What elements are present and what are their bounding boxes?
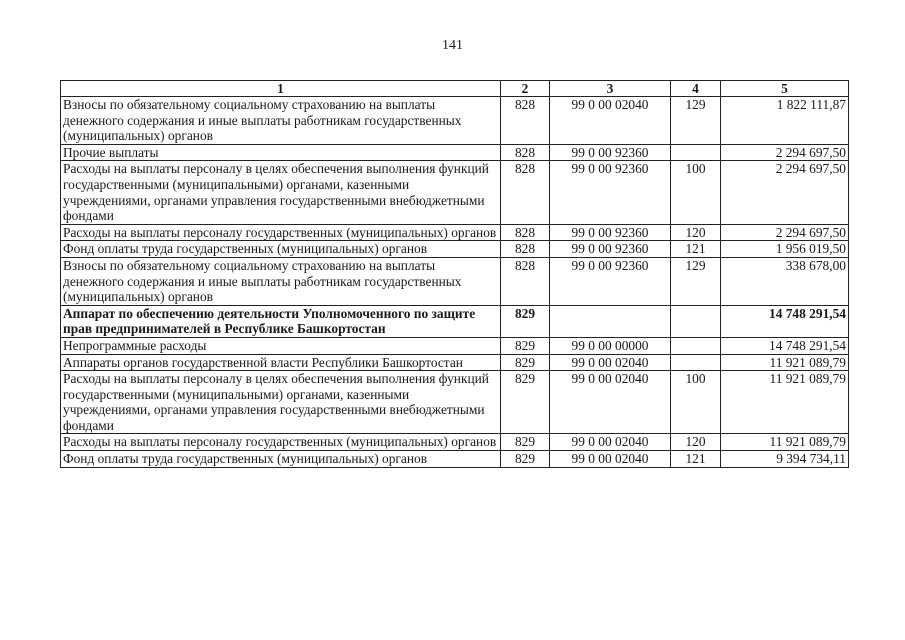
row-name-cell: Фонд оплаты труда государственных (муниципальных) органов [61,241,501,258]
row-code-cell: 829 [501,371,550,434]
row-code-cell: 828 [501,144,550,161]
row-code-cell: 828 [501,224,550,241]
header-cell-name: 1 [61,81,501,97]
row-category-cell: 99 0 00 02040 [550,354,671,371]
row-category-cell: 99 0 00 92360 [550,224,671,241]
row-amount-cell: 2 294 697,50 [721,144,849,161]
table-row [61,224,849,241]
row-amount-cell: 14 748 291,54 [721,337,849,354]
row-category-cell [550,305,671,337]
row-amount-cell: 338 678,00 [721,257,849,305]
header-row [61,81,849,97]
row-vr-cell [671,305,721,337]
row-amount-cell: 9 394 734,11 [721,451,849,468]
row-vr-cell: 121 [671,241,721,258]
row-category-cell: 99 0 00 02040 [550,97,671,145]
row-amount-cell: 11 921 089,79 [721,434,849,451]
row-code-cell: 828 [501,97,550,145]
row-name-cell: Аппараты органов государственной власти Республики Башкортостан [61,354,501,371]
row-amount-cell: 1 822 111,87 [721,97,849,145]
row-vr-cell: 129 [671,257,721,305]
row-vr-cell: 120 [671,434,721,451]
row-code-cell: 829 [501,337,550,354]
row-name-cell: Аппарат по обеспечению деятельности Уполномоченного по защите прав предпринимателей в Республике Башкортостан [61,305,501,337]
table-row [61,337,849,354]
table-row [61,451,849,468]
row-amount-cell: 1 956 019,50 [721,241,849,258]
table-row [61,354,849,371]
row-category-cell: 99 0 00 02040 [550,371,671,434]
row-code-cell: 828 [501,241,550,258]
row-vr-cell: 100 [671,161,721,224]
row-amount-cell: 11 921 089,79 [721,354,849,371]
row-name-cell: Расходы на выплаты персоналу государственных (муниципальных) органов [61,434,501,451]
row-vr-cell: 121 [671,451,721,468]
row-category-cell: 99 0 00 92360 [550,144,671,161]
table-row [61,257,849,305]
row-vr-cell [671,354,721,371]
page-number: 141 [442,38,463,53]
row-name-cell: Расходы на выплаты персоналу в целях обеспечения выполнения функций государственными (муниципальными) органами, казенными учреждениями, органами управления государственными внебюджетными фондами [61,161,501,224]
header-cell-amount: 5 [721,81,849,97]
row-amount-cell: 2 294 697,50 [721,224,849,241]
table-row [61,434,849,451]
table-row [61,144,849,161]
row-name-cell: Взносы по обязательному социальному страхованию на выплаты денежного содержания и иные выплаты работникам государственных (муниципальных) органов [61,257,501,305]
row-category-cell: 99 0 00 92360 [550,241,671,258]
row-vr-cell [671,337,721,354]
header-cell-category: 3 [550,81,671,97]
row-vr-cell: 100 [671,371,721,434]
row-category-cell: 99 0 00 92360 [550,257,671,305]
row-vr-cell: 129 [671,97,721,145]
row-name-cell: Взносы по обязательному социальному страхованию на выплаты денежного содержания и иные выплаты работникам государственных (муниципальных) органов [61,97,501,145]
budget-table [60,80,849,468]
header-cell-code: 2 [501,81,550,97]
row-code-cell: 828 [501,257,550,305]
row-code-cell: 829 [501,305,550,337]
row-category-cell: 99 0 00 02040 [550,434,671,451]
row-category-cell: 99 0 00 00000 [550,337,671,354]
table-row [61,371,849,434]
row-amount-cell: 11 921 089,79 [721,371,849,434]
row-name-cell: Непрограммные расходы [61,337,501,354]
row-code-cell: 828 [501,161,550,224]
table-row [61,97,849,145]
table-row [61,161,849,224]
row-code-cell: 829 [501,451,550,468]
row-code-cell: 829 [501,434,550,451]
row-vr-cell [671,144,721,161]
row-category-cell: 99 0 00 02040 [550,451,671,468]
row-vr-cell: 120 [671,224,721,241]
row-category-cell: 99 0 00 92360 [550,161,671,224]
row-name-cell: Прочие выплаты [61,144,501,161]
table-row [61,305,849,337]
row-name-cell: Расходы на выплаты персоналу в целях обеспечения выполнения функций государственными (муниципальными) органами, казенными учреждениями, органами управления государственными внебюджетными фондами [61,371,501,434]
row-name-cell: Фонд оплаты труда государственных (муниципальных) органов [61,451,501,468]
header-cell-vr: 4 [671,81,721,97]
row-amount-cell: 14 748 291,54 [721,305,849,337]
row-amount-cell: 2 294 697,50 [721,161,849,224]
row-name-cell: Расходы на выплаты персоналу государственных (муниципальных) органов [61,224,501,241]
row-code-cell: 829 [501,354,550,371]
table-row [61,241,849,258]
